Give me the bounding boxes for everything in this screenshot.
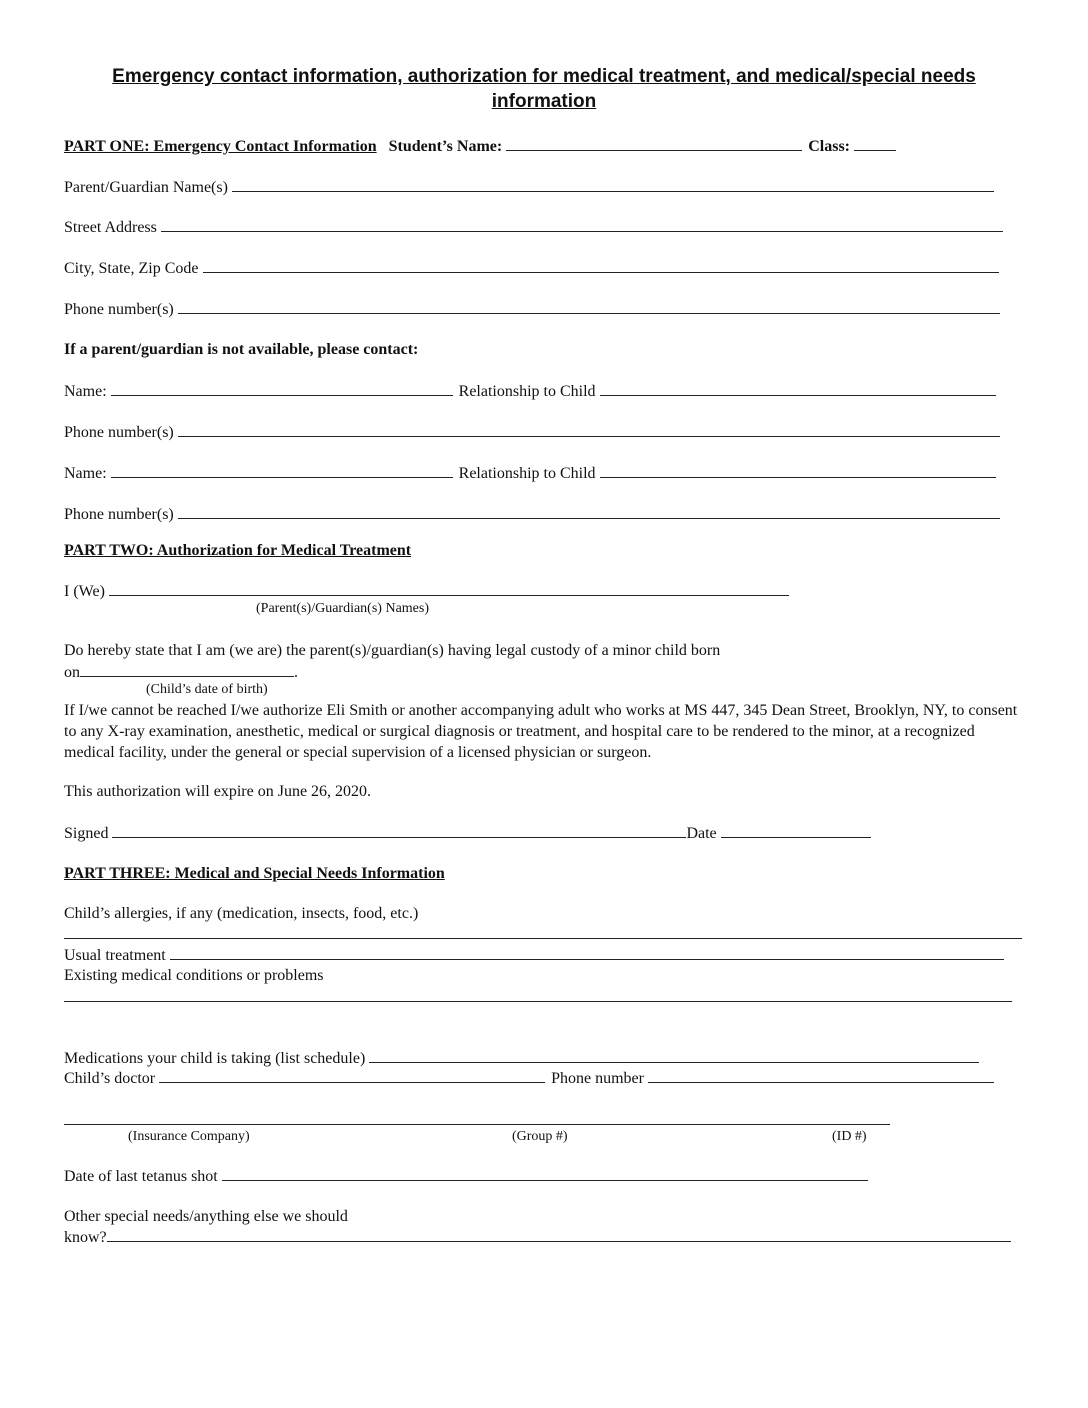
alt-contact-2-row (64, 463, 996, 483)
alt-contact-1-row (64, 381, 996, 401)
signature-row (64, 823, 871, 843)
custody-text: Do hereby state that I am (we are) the parent(s)/guardian(s) having legal custody of a minor child born (64, 642, 721, 659)
relationship-1-field[interactable] (600, 381, 996, 396)
phone-label: Phone number(s) (64, 506, 174, 523)
relationship-label: Relationship to Child (458, 465, 596, 482)
other-needs-field[interactable] (107, 1227, 1011, 1242)
part-one-heading: PART ONE: Emergency Contact Information (64, 138, 377, 155)
name-label: Name: (64, 383, 107, 400)
conditions-label: Existing medical conditions or problems (64, 967, 324, 984)
conditions-field[interactable] (64, 1001, 1012, 1002)
alt-name-2-field[interactable] (111, 463, 453, 478)
alt-phone-2-row (64, 504, 1000, 524)
parent-label: Parent/Guardian Name(s) (64, 179, 228, 196)
tetanus-row (64, 1166, 868, 1186)
allergies-label: Child’s allergies, if any (medication, insects, food, etc.) (64, 905, 419, 922)
i-we-row (64, 581, 789, 601)
know-row (64, 1227, 1011, 1247)
tetanus-label: Date of last tetanus shot (64, 1168, 218, 1185)
expiry-text: This authorization will expire on June 26, 2020. (64, 783, 372, 800)
doctor-row (64, 1068, 994, 1088)
dob-row: on . (64, 664, 298, 681)
parent-name-field[interactable] (232, 177, 994, 192)
other-needs-label: Other special needs/anything else we should (64, 1208, 348, 1225)
student-name-label: Student’s Name: (388, 138, 503, 155)
signature-date-field[interactable] (721, 823, 871, 838)
id-caption: (ID #) (832, 1129, 867, 1144)
group-caption: (Group #) (512, 1129, 568, 1144)
allergies-field[interactable] (64, 938, 1022, 939)
signed-label: Signed (64, 825, 109, 842)
street-row (64, 217, 1003, 237)
relationship-label: Relationship to Child (458, 383, 596, 400)
i-we-label: I (We) (64, 583, 105, 600)
child-dob-field[interactable] (80, 662, 294, 677)
know-label: know? (64, 1229, 107, 1246)
doctor-phone-field[interactable] (648, 1068, 994, 1083)
parent-row (64, 177, 994, 197)
consent-paragraph: If I/we cannot be reached I/we authorize Eli Smith or another accompanying adult who works at MS 447, 345 Dean Street, Brooklyn, NY, to consent to any X-ray examination, anesthetic, medical or surgical diagnosis or treatment, and hospital care to be rendered to the minor, at a recognized medical facility, under the general or special supervision of a licensed physician or surgeon. (64, 702, 1018, 761)
doctor-field[interactable] (159, 1068, 545, 1083)
insurance-caption: (Insurance Company) (128, 1129, 250, 1144)
usual-treatment-row (64, 945, 1004, 965)
date-label: Date (686, 825, 717, 842)
part-two-heading: PART TWO: Authorization for Medical Treatment (64, 542, 412, 559)
city-row (64, 258, 999, 278)
class-field[interactable] (854, 136, 896, 151)
phone-row (64, 299, 1000, 319)
insurance-field[interactable] (64, 1124, 890, 1125)
alt-phone-1-row (64, 422, 1000, 442)
signature-field[interactable] (112, 823, 686, 838)
form-title: Emergency contact information, authorization for medical treatment, and medical/special needs information (112, 66, 976, 112)
part-one-header-row (64, 136, 896, 156)
medications-label: Medications your child is taking (list schedule) (64, 1050, 366, 1067)
street-field[interactable] (161, 217, 1003, 232)
phone-field[interactable] (178, 299, 1000, 314)
medications-field[interactable] (369, 1048, 979, 1063)
doctor-label: Child’s doctor (64, 1070, 156, 1087)
alt-phone-1-field[interactable] (178, 422, 1000, 437)
on-label: on (64, 664, 80, 681)
relationship-2-field[interactable] (600, 463, 996, 478)
city-label: City, State, Zip Code (64, 260, 199, 277)
part-three-heading: PART THREE: Medical and Special Needs Information (64, 865, 445, 882)
guardian-names-caption: (Parent(s)/Guardian(s) Names) (256, 601, 429, 616)
usual-treatment-label: Usual treatment (64, 947, 166, 964)
student-name-field[interactable] (506, 136, 802, 151)
street-label: Street Address (64, 219, 157, 236)
usual-treatment-field[interactable] (170, 945, 1004, 960)
city-field[interactable] (203, 258, 999, 273)
tetanus-field[interactable] (222, 1166, 868, 1181)
name-label: Name: (64, 465, 107, 482)
medications-row (64, 1048, 979, 1068)
guardian-names-field[interactable] (109, 581, 789, 596)
class-label: Class: (808, 138, 850, 155)
doctor-phone-label: Phone number (551, 1070, 644, 1087)
phone-label: Phone number(s) (64, 301, 174, 318)
dob-caption: (Child’s date of birth) (146, 682, 268, 697)
phone-label: Phone number(s) (64, 424, 174, 441)
alt-phone-2-field[interactable] (178, 504, 1000, 519)
alt-contact-heading: If a parent/guardian is not available, please contact: (64, 341, 419, 358)
alt-name-1-field[interactable] (111, 381, 453, 396)
